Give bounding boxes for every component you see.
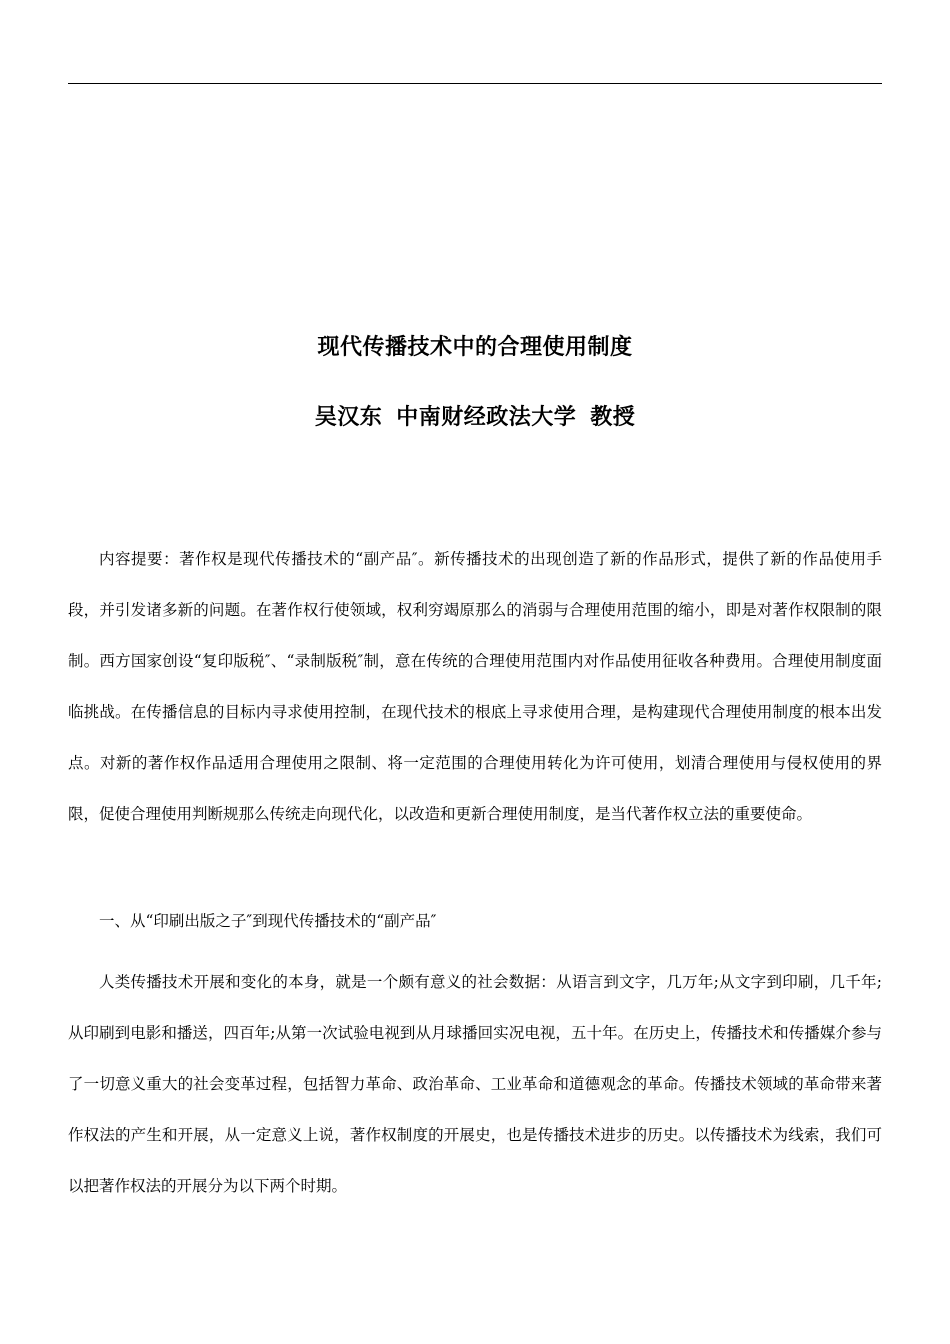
- body-paragraph-text: 人类传播技术开展和变化的本身，就是一个颇有意义的社会数据：从语言到文字，几万年;从文字到印刷，几千年;从印刷到电影和播送，四百年;从第一次试验电视到从月球播回实况电视，五十年。在历史上，传播技术和传播媒介参与了一切意义重大的社会变革过程，包括智力革命、政治革命、工业革命和道德观念的革命。传播技术领域的革命带来著作权法的产生和开展，从一定意义上说，著作权制度的开展史，也是传播技术进步的历史。以传播技术为线索，我们可以把著作权法的开展分为以下两个时期。: [68, 973, 882, 1195]
- author-position: 教授: [590, 404, 636, 430]
- header-rule: [68, 83, 882, 84]
- section-heading-text: 一、从“印刷出版之子″到现代传播技术的“副产品″: [99, 912, 437, 930]
- abstract: [68, 534, 882, 840]
- author-name: 吴汉东: [314, 404, 383, 430]
- document-title: 现代传播技术中的合理使用制度: [317, 334, 633, 360]
- author-affiliation: 中南财经政法大学: [396, 404, 577, 430]
- author-byline: [68, 402, 882, 432]
- abstract-text: 内容提要：著作权是现代传播技术的“副产品″。新传播技术的出现创造了新的作品形式，提供了新的作品使用手段，并引发诸多新的问题。在著作权行使领域，权利穷竭原那么的消弱与合理使用范围的缩小，即是对著作权限制的限制。西方国家创设“复印版税″、“录制版税″制，意在传统的合理使用范围内对作品使用征收各种费用。合理使用制度面临挑战。在传播信息的目标内寻求使用控制，在现代技术的根底上寻求使用合理，是构建现代合理使用制度的根本出发点。对新的著作权作品适用合理使用之限制、将一定范围的合理使用转化为许可使用，划清合理使用与侵权使用的界限，促使合理使用判断规那么传统走向现代化，以改造和更新合理使用制度，是当代著作权立法的重要使命。: [68, 550, 882, 823]
- section-heading: [68, 896, 882, 947]
- body-paragraph: [68, 957, 882, 1212]
